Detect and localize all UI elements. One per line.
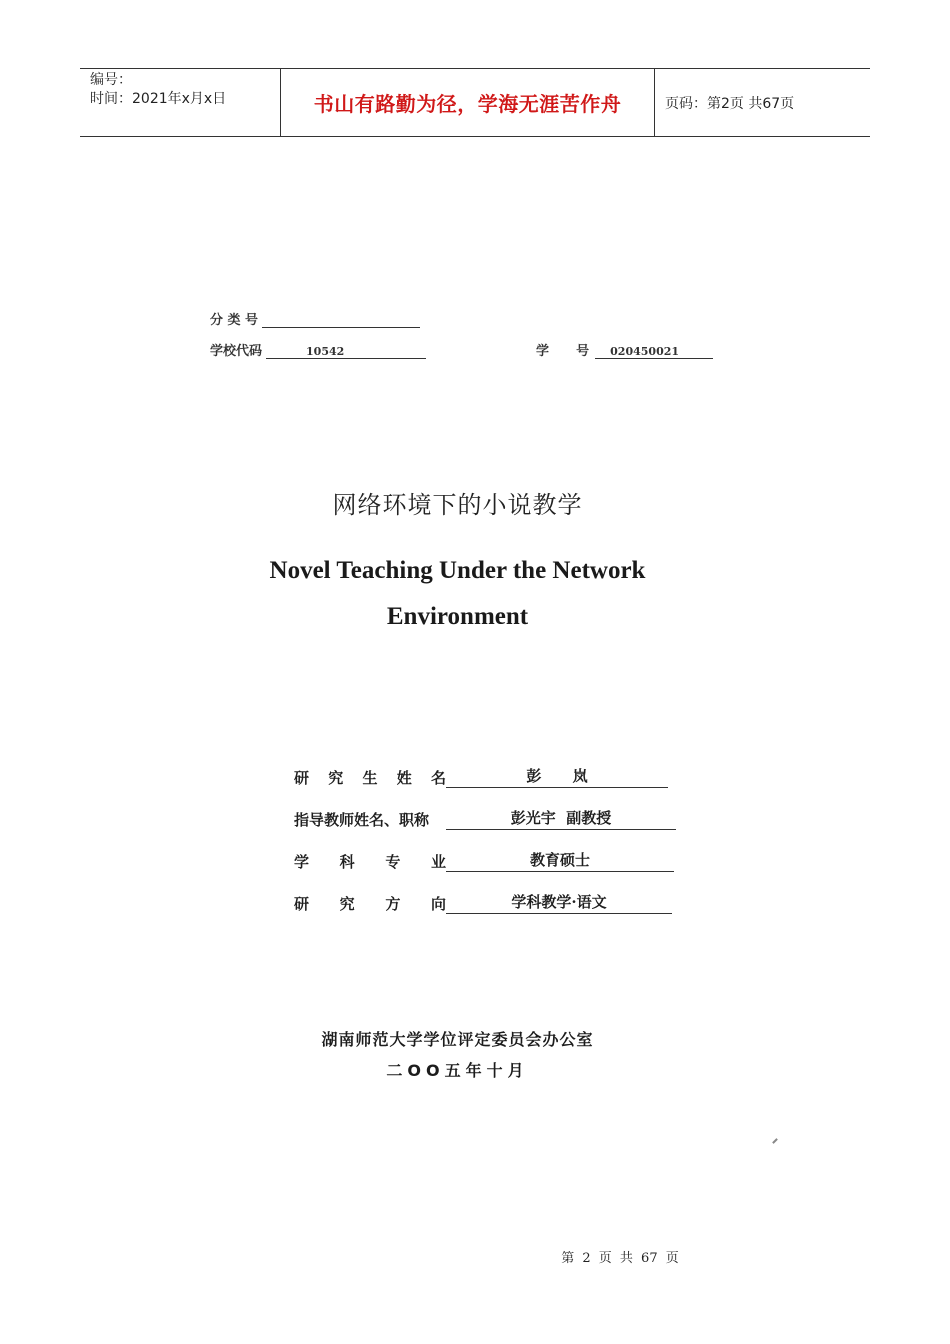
- chinese-title: 网络环境下的小说教学: [332, 491, 583, 519]
- header-motto-cell: [281, 69, 655, 136]
- student-name-label: 研 究 生 姓 名: [294, 769, 446, 787]
- issuing-office: 湖南师范大学学位评定委员会办公室: [321, 1030, 594, 1049]
- class-no-label: 分 类 号: [210, 313, 259, 328]
- major-value: 教育硕士: [446, 849, 674, 872]
- english-title-line1: Novel Teaching Under the Network: [269, 557, 646, 584]
- student-id-label: 学 号: [536, 344, 590, 359]
- motto-text: 书山有路勤为径，学海无涯苦作舟: [313, 92, 622, 116]
- page-header: [80, 68, 870, 137]
- header-page-cell: [655, 69, 870, 136]
- english-title-line2: Environment: [386, 603, 529, 630]
- major-label: 学 科 专 业: [294, 853, 446, 871]
- advisor-row: [294, 806, 676, 830]
- major-row: [294, 848, 674, 872]
- student-id-value: 020450021: [595, 344, 713, 359]
- class-no-row: [210, 309, 420, 328]
- advisor-value: 彭光宇 副教授: [446, 807, 676, 830]
- school-code-row: [210, 340, 426, 359]
- student-name-row: [294, 764, 668, 788]
- issue-date: 二OO五年十月: [386, 1061, 529, 1080]
- advisor-label: 指导教师姓名、职称: [294, 811, 430, 829]
- direction-value: 学科教学·语文: [446, 891, 672, 914]
- direction-row: [294, 890, 672, 914]
- student-name-value: 彭 岚: [446, 765, 668, 788]
- direction-label: 研 究 方 向: [294, 895, 446, 913]
- number-label: 编号：: [90, 72, 132, 88]
- page-info: 页码：第2页 共67页: [665, 95, 795, 112]
- class-no-value: [262, 313, 420, 328]
- time-label: 时间：2021年x月x日: [90, 91, 227, 107]
- scan-speck: [772, 1138, 778, 1144]
- school-code-label: 学校代码: [210, 344, 263, 359]
- student-id-row: [536, 340, 713, 359]
- school-code-value: 10542: [266, 344, 426, 359]
- page-footer: 第 2 页 共 67 页: [561, 1251, 679, 1266]
- header-meta-cell: [80, 69, 281, 136]
